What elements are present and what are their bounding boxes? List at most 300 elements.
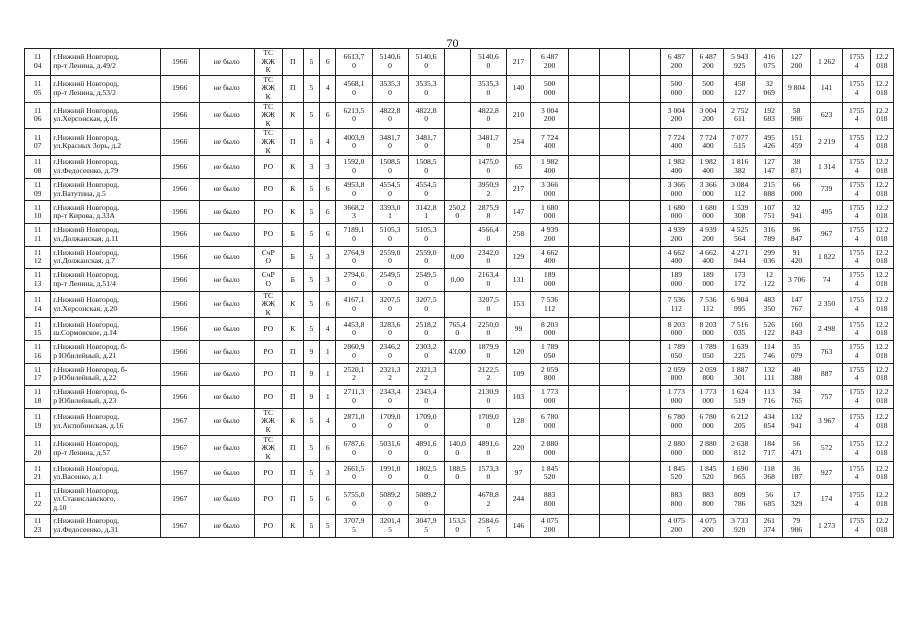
cost-breakdown-c7-cell: 113 716 — [756, 386, 783, 409]
total-area-cell: 7189,1 0 — [336, 223, 372, 246]
cost-breakdown-c10-cell: 1755 4 — [843, 291, 870, 318]
cost-breakdown-c11-cell: 12.2 018 — [870, 223, 893, 246]
cost-breakdown-c7-cell: 192 683 — [756, 102, 783, 129]
cost-breakdown-c7-cell: 132 111 — [756, 363, 783, 386]
other-area-cell: 3950,9 2 — [470, 178, 506, 201]
private-area-cell: 3481,7 0 — [408, 129, 444, 156]
address-cell: г.Нижний Новгород, ш.Сормовское, д.14 — [51, 318, 160, 341]
cost-breakdown-c6-cell: 2 752 611 — [724, 102, 756, 129]
last-repair-cell: не было — [199, 75, 254, 102]
cost-breakdown-c11-cell: 12.2 018 — [870, 49, 893, 76]
other-area-cell: 2122,5 2 — [470, 363, 506, 386]
entrances-cell: 6 — [320, 102, 336, 129]
cost-breakdown-c8-cell: 147 767 — [783, 291, 810, 318]
residents-cell: 146 — [506, 515, 530, 538]
residential-area-cell: 2343,4 0 — [372, 386, 408, 409]
cost-breakdown-c9-cell: 141 — [810, 75, 843, 102]
last-repair-cell: не было — [199, 462, 254, 485]
residents-cell: 131 — [506, 269, 530, 292]
row-number: 11 19 — [25, 408, 51, 435]
year-cell: 1966 — [160, 223, 199, 246]
cost-breakdown-c5-cell: 7 536 112 — [692, 291, 724, 318]
entrances-cell: 1 — [320, 386, 336, 409]
residents-cell: 220 — [506, 435, 530, 462]
repair-cost-cell: 6 780 000 — [530, 408, 568, 435]
cost-breakdown-c4-cell: 2 059 800 — [661, 363, 693, 386]
wall-material-cell: СчР О — [254, 246, 282, 269]
private-area-cell: 2321,3 2 — [408, 363, 444, 386]
floors-cell: 5 — [303, 178, 319, 201]
cost-breakdown-c10-cell: 1755 4 — [843, 102, 870, 129]
repair-cost-cell: 883 800 — [530, 485, 568, 515]
cost-breakdown-c10-cell: 1755 4 — [843, 386, 870, 409]
cost-breakdown-c8-cell: 35 079 — [783, 341, 810, 364]
table-row — [25, 386, 894, 409]
residential-area-cell: 2321,3 2 — [372, 363, 408, 386]
entrances-cell: 6 — [320, 291, 336, 318]
repair-cost-cell: 1 982 400 — [530, 156, 568, 179]
row-number: 11 16 — [25, 341, 51, 364]
wall-material-cell: ТС ЖЖ К — [254, 129, 282, 156]
cost-breakdown-c1-cell — [569, 341, 600, 364]
residential-area-cell: 5031,6 0 — [372, 435, 408, 462]
cost-breakdown-c9-cell: 3 967 — [810, 408, 843, 435]
cost-breakdown-c6-cell: 173 172 — [724, 269, 756, 292]
total-area-cell: 4453,8 0 — [336, 318, 372, 341]
other-area-cell: 2342,0 0 — [470, 246, 506, 269]
floors-cell: 5 — [303, 75, 319, 102]
cost-breakdown-c6-cell: 2 638 812 — [724, 435, 756, 462]
cost-breakdown-c8-cell: 91 420 — [783, 246, 810, 269]
other-area-cell: 2130,9 0 — [470, 386, 506, 409]
cost-breakdown-c9-cell: 623 — [810, 102, 843, 129]
cost-breakdown-c6-cell: 1 539 308 — [724, 201, 756, 224]
cost-breakdown-c2-cell — [599, 318, 630, 341]
cost-breakdown-c7-cell: 526 122 — [756, 318, 783, 341]
cost-breakdown-c2-cell — [599, 246, 630, 269]
cost-breakdown-c9-cell: 74 — [810, 269, 843, 292]
cost-breakdown-c2-cell — [599, 201, 630, 224]
municipal-area-cell — [444, 485, 470, 515]
cost-breakdown-c2-cell — [599, 341, 630, 364]
residents-cell: 147 — [506, 201, 530, 224]
other-area-cell: 2584,6 5 — [470, 515, 506, 538]
cost-breakdown-c5-cell: 7 724 400 — [692, 129, 724, 156]
wall-material-cell: ТС ЖЖ К — [254, 49, 282, 76]
cost-breakdown-c11-cell: 12.2 018 — [870, 246, 893, 269]
year-cell: 1967 — [160, 485, 199, 515]
municipal-area-cell — [444, 408, 470, 435]
cost-breakdown-c11-cell: 12.2 018 — [870, 318, 893, 341]
last-repair-cell: не было — [199, 178, 254, 201]
repair-cost-cell: 2 880 000 — [530, 435, 568, 462]
private-area-cell: 5140,6 0 — [408, 49, 444, 76]
cost-breakdown-c6-cell: 809 786 — [724, 485, 756, 515]
cost-breakdown-c5-cell: 1 773 000 — [692, 386, 724, 409]
cost-breakdown-c4-cell: 6 780 000 — [661, 408, 693, 435]
cost-breakdown-c5-cell: 1 845 520 — [692, 462, 724, 485]
residential-area-cell: 2346,2 0 — [372, 341, 408, 364]
private-area-cell: 5089,2 0 — [408, 485, 444, 515]
total-area-cell: 2794,6 0 — [336, 269, 372, 292]
cost-breakdown-c2-cell — [599, 363, 630, 386]
cost-breakdown-c11-cell: 12.2 018 — [870, 102, 893, 129]
cost-breakdown-c3-cell — [630, 201, 661, 224]
cost-breakdown-c7-cell: 127 147 — [756, 156, 783, 179]
last-repair-cell: не было — [199, 363, 254, 386]
residents-cell: 153 — [506, 291, 530, 318]
table-row — [25, 129, 894, 156]
residential-area-cell: 3393,0 1 — [372, 201, 408, 224]
address-cell: г.Нижний Новгород, ул.Должанская, д.7 — [51, 246, 160, 269]
residential-area-cell: 3481,7 0 — [372, 129, 408, 156]
row-number: 11 17 — [25, 363, 51, 386]
wall-material-cell: ТС ЖЖ К — [254, 75, 282, 102]
total-area-cell: 2711,3 0 — [336, 386, 372, 409]
cost-breakdown-c11-cell: 12.2 018 — [870, 408, 893, 435]
total-area-cell: 6787,6 0 — [336, 435, 372, 462]
cost-breakdown-c11-cell: 12.2 018 — [870, 341, 893, 364]
cost-breakdown-c8-cell: 34 765 — [783, 386, 810, 409]
cost-breakdown-c1-cell — [569, 246, 600, 269]
address-cell: г.Нижний Новгород, пр-т Ленина, д.57 — [51, 435, 160, 462]
cost-breakdown-c1-cell — [569, 408, 600, 435]
residents-cell: 210 — [506, 102, 530, 129]
private-area-cell: 4891,6 0 — [408, 435, 444, 462]
row-number: 11 12 — [25, 246, 51, 269]
private-area-cell: 4554,5 0 — [408, 178, 444, 201]
other-area-cell: 2875,9 8 — [470, 201, 506, 224]
cost-breakdown-c9-cell: 572 — [810, 435, 843, 462]
roof-type-cell: П — [282, 462, 303, 485]
last-repair-cell: не было — [199, 201, 254, 224]
municipal-area-cell: 765,4 0 — [444, 318, 470, 341]
cost-breakdown-c6-cell: 1 816 382 — [724, 156, 756, 179]
entrances-cell: 4 — [320, 75, 336, 102]
cost-breakdown-c11-cell: 12.2 018 — [870, 386, 893, 409]
last-repair-cell: не было — [199, 223, 254, 246]
residential-area-cell: 1508,5 0 — [372, 156, 408, 179]
residential-area-cell: 4554,5 0 — [372, 178, 408, 201]
cost-breakdown-c5-cell: 500 000 — [692, 75, 724, 102]
cost-breakdown-c11-cell: 12.2 018 — [870, 201, 893, 224]
cost-breakdown-c4-cell: 8 203 000 — [661, 318, 693, 341]
cost-breakdown-c6-cell: 5 943 925 — [724, 49, 756, 76]
cost-breakdown-c3-cell — [630, 485, 661, 515]
roof-type-cell: Б — [282, 269, 303, 292]
cost-breakdown-c7-cell: 32 069 — [756, 75, 783, 102]
repair-cost-cell: 4 075 200 — [530, 515, 568, 538]
cost-breakdown-c6-cell: 4 525 564 — [724, 223, 756, 246]
cost-breakdown-c4-cell: 3 004 200 — [661, 102, 693, 129]
cost-breakdown-c2-cell — [599, 156, 630, 179]
roof-type-cell: П — [282, 129, 303, 156]
cost-breakdown-c4-cell: 7 724 400 — [661, 129, 693, 156]
cost-breakdown-c1-cell — [569, 223, 600, 246]
cost-breakdown-c11-cell: 12.2 018 — [870, 515, 893, 538]
private-area-cell: 1709,0 0 — [408, 408, 444, 435]
year-cell: 1966 — [160, 49, 199, 76]
cost-breakdown-c6-cell: 1 690 965 — [724, 462, 756, 485]
cost-breakdown-c5-cell: 1 982 400 — [692, 156, 724, 179]
row-number: 11 14 — [25, 291, 51, 318]
last-repair-cell: не было — [199, 485, 254, 515]
row-number: 11 11 — [25, 223, 51, 246]
entrances-cell: 4 — [320, 318, 336, 341]
cost-breakdown-c3-cell — [630, 318, 661, 341]
cost-breakdown-c10-cell: 1755 4 — [843, 49, 870, 76]
cost-breakdown-c8-cell: 32 941 — [783, 201, 810, 224]
address-cell: г.Нижний Новгород, ул.Актюбинская, д.16 — [51, 408, 160, 435]
last-repair-cell: не было — [199, 246, 254, 269]
cost-breakdown-c8-cell: 66 000 — [783, 178, 810, 201]
other-area-cell: 1879,9 0 — [470, 341, 506, 364]
floors-cell: 9 — [303, 386, 319, 409]
cost-breakdown-c3-cell — [630, 129, 661, 156]
cost-breakdown-c2-cell — [599, 223, 630, 246]
cost-breakdown-c8-cell: 132 941 — [783, 408, 810, 435]
cost-breakdown-c10-cell: 1755 4 — [843, 75, 870, 102]
address-cell: г.Нижний Новгород, пр-т Ленина, д.51/4 — [51, 269, 160, 292]
cost-breakdown-c7-cell: 215 888 — [756, 178, 783, 201]
residents-cell: 120 — [506, 341, 530, 364]
year-cell: 1966 — [160, 291, 199, 318]
roof-type-cell: П — [282, 386, 303, 409]
total-area-cell: 4568,1 0 — [336, 75, 372, 102]
private-area-cell: 5105,3 0 — [408, 223, 444, 246]
entrances-cell: 3 — [320, 156, 336, 179]
cost-breakdown-c2-cell — [599, 386, 630, 409]
cost-breakdown-c1-cell — [569, 49, 600, 76]
total-area-cell: 2661,5 0 — [336, 462, 372, 485]
table-row — [25, 49, 894, 76]
cost-breakdown-c8-cell: 96 847 — [783, 223, 810, 246]
repair-cost-cell: 6 487 200 — [530, 49, 568, 76]
private-area-cell: 1802,5 0 — [408, 462, 444, 485]
cost-breakdown-c7-cell: 261 374 — [756, 515, 783, 538]
cost-breakdown-c3-cell — [630, 246, 661, 269]
cost-breakdown-c8-cell: 17 329 — [783, 485, 810, 515]
total-area-cell: 3668,2 3 — [336, 201, 372, 224]
cost-breakdown-c1-cell — [569, 386, 600, 409]
year-cell: 1966 — [160, 341, 199, 364]
cost-breakdown-c6-cell: 3 084 112 — [724, 178, 756, 201]
municipal-area-cell: 188,5 0 — [444, 462, 470, 485]
wall-material-cell: СчР О — [254, 269, 282, 292]
residents-cell: 129 — [506, 246, 530, 269]
other-area-cell: 1475,0 0 — [470, 156, 506, 179]
cost-breakdown-c6-cell: 4 271 944 — [724, 246, 756, 269]
cost-breakdown-c5-cell: 4 075 200 — [692, 515, 724, 538]
total-area-cell: 6213,5 0 — [336, 102, 372, 129]
cost-breakdown-c9-cell: 2 350 — [810, 291, 843, 318]
cost-breakdown-c10-cell: 1755 4 — [843, 435, 870, 462]
residents-cell: 244 — [506, 485, 530, 515]
municipal-area-cell — [444, 178, 470, 201]
repair-cost-cell: 7 724 400 — [530, 129, 568, 156]
residents-cell: 128 — [506, 408, 530, 435]
other-area-cell: 4566,4 0 — [470, 223, 506, 246]
year-cell: 1966 — [160, 178, 199, 201]
year-cell: 1966 — [160, 102, 199, 129]
private-area-cell: 3535,3 0 — [408, 75, 444, 102]
residential-area-cell: 5140,6 0 — [372, 49, 408, 76]
year-cell: 1966 — [160, 386, 199, 409]
page-number: 70 — [446, 36, 459, 50]
table-row — [25, 201, 894, 224]
cost-breakdown-c10-cell: 1755 4 — [843, 156, 870, 179]
cost-breakdown-c11-cell: 12.2 018 — [870, 363, 893, 386]
wall-material-cell: РО — [254, 156, 282, 179]
cost-breakdown-c3-cell — [630, 386, 661, 409]
table-row — [25, 318, 894, 341]
total-area-cell: 3707,9 5 — [336, 515, 372, 538]
table-row — [25, 408, 894, 435]
wall-material-cell: ТС ЖЖ К — [254, 435, 282, 462]
repair-cost-cell: 1 773 000 — [530, 386, 568, 409]
cost-breakdown-c4-cell: 4 075 200 — [661, 515, 693, 538]
roof-type-cell: К — [282, 156, 303, 179]
municipal-area-cell: 153,5 0 — [444, 515, 470, 538]
year-cell: 1966 — [160, 75, 199, 102]
table-row — [25, 462, 894, 485]
floors-cell: 5 — [303, 435, 319, 462]
address-cell: г.Нижний Новгород, б- р Юбилейный, д.23 — [51, 386, 160, 409]
cost-breakdown-c7-cell: 12 122 — [756, 269, 783, 292]
table-row — [25, 291, 894, 318]
floors-cell: 5 — [303, 49, 319, 76]
row-number: 11 05 — [25, 75, 51, 102]
last-repair-cell: не было — [199, 269, 254, 292]
total-area-cell: 2520,1 2 — [336, 363, 372, 386]
cost-breakdown-c9-cell: 2 498 — [810, 318, 843, 341]
roof-type-cell: П — [282, 75, 303, 102]
cost-breakdown-c4-cell: 6 487 200 — [661, 49, 693, 76]
entrances-cell: 3 — [320, 462, 336, 485]
total-area-cell: 2860,9 0 — [336, 341, 372, 364]
cost-breakdown-c2-cell — [599, 49, 630, 76]
repair-cost-cell: 189 000 — [530, 269, 568, 292]
floors-cell: 5 — [303, 223, 319, 246]
cost-breakdown-c10-cell: 1755 4 — [843, 515, 870, 538]
last-repair-cell: не было — [199, 156, 254, 179]
cost-breakdown-c3-cell — [630, 462, 661, 485]
address-cell: г.Нижний Новгород, ул.Станиславского, д.10 — [51, 485, 160, 515]
cost-breakdown-c6-cell: 7 516 035 — [724, 318, 756, 341]
cost-breakdown-c4-cell: 883 800 — [661, 485, 693, 515]
total-area-cell: 1592,0 0 — [336, 156, 372, 179]
cost-breakdown-c11-cell: 12.2 018 — [870, 435, 893, 462]
table-row — [25, 363, 894, 386]
cost-breakdown-c9-cell: 495 — [810, 201, 843, 224]
cost-breakdown-c8-cell: 3 706 — [783, 269, 810, 292]
cost-breakdown-c3-cell — [630, 178, 661, 201]
cost-breakdown-c5-cell: 6 780 000 — [692, 408, 724, 435]
year-cell: 1966 — [160, 269, 199, 292]
municipal-area-cell — [444, 129, 470, 156]
entrances-cell: 3 — [320, 246, 336, 269]
municipal-area-cell — [444, 75, 470, 102]
floors-cell: 3 — [303, 156, 319, 179]
entrances-cell: 6 — [320, 49, 336, 76]
roof-type-cell: К — [282, 408, 303, 435]
table-row — [25, 75, 894, 102]
cost-breakdown-c4-cell: 500 000 — [661, 75, 693, 102]
private-area-cell: 2303,2 0 — [408, 341, 444, 364]
row-number: 11 13 — [25, 269, 51, 292]
cost-breakdown-c4-cell: 1 789 050 — [661, 341, 693, 364]
municipal-area-cell: 0,00 — [444, 246, 470, 269]
entrances-cell: 1 — [320, 341, 336, 364]
cost-breakdown-c10-cell: 1755 4 — [843, 129, 870, 156]
cost-breakdown-c3-cell — [630, 408, 661, 435]
cost-breakdown-c5-cell: 2 880 000 — [692, 435, 724, 462]
residents-cell: 258 — [506, 223, 530, 246]
floors-cell: 5 — [303, 318, 319, 341]
entrances-cell: 6 — [320, 485, 336, 515]
roof-type-cell: П — [282, 485, 303, 515]
cost-breakdown-c7-cell: 184 717 — [756, 435, 783, 462]
floors-cell: 5 — [303, 102, 319, 129]
table-row — [25, 269, 894, 292]
cost-breakdown-c2-cell — [599, 129, 630, 156]
residential-area-cell: 2549,5 0 — [372, 269, 408, 292]
wall-material-cell: РО — [254, 341, 282, 364]
address-cell: г.Нижний Новгород, ул.Херсонская, д.20 — [51, 291, 160, 318]
cost-breakdown-c7-cell: 118 368 — [756, 462, 783, 485]
cost-breakdown-c9-cell: 1 262 — [810, 49, 843, 76]
residential-area-cell: 3207,5 0 — [372, 291, 408, 318]
cost-breakdown-c1-cell — [569, 291, 600, 318]
cost-breakdown-c7-cell: 495 426 — [756, 129, 783, 156]
address-cell: г.Нижний Новгород, пр-т Ленина, д.49/2 — [51, 49, 160, 76]
row-number: 11 07 — [25, 129, 51, 156]
other-area-cell: 3207,5 0 — [470, 291, 506, 318]
other-area-cell: 4891,6 0 — [470, 435, 506, 462]
address-cell: г.Нижний Новгород, б- р Юбилейный, д.21 — [51, 341, 160, 364]
cost-breakdown-c1-cell — [569, 75, 600, 102]
cost-breakdown-c2-cell — [599, 515, 630, 538]
residents-cell: 217 — [506, 49, 530, 76]
cost-breakdown-c3-cell — [630, 156, 661, 179]
address-cell: г.Нижний Новгород, б- р Юбилейный, д.22 — [51, 363, 160, 386]
cost-breakdown-c10-cell: 1755 4 — [843, 318, 870, 341]
wall-material-cell: ТС ЖЖ К — [254, 408, 282, 435]
cost-breakdown-c8-cell: 56 471 — [783, 435, 810, 462]
cost-breakdown-c5-cell: 189 000 — [692, 269, 724, 292]
entrances-cell: 3 — [320, 269, 336, 292]
cost-breakdown-c9-cell: 967 — [810, 223, 843, 246]
last-repair-cell: не было — [199, 291, 254, 318]
private-area-cell: 4822,8 0 — [408, 102, 444, 129]
cost-breakdown-c9-cell: 757 — [810, 386, 843, 409]
wall-material-cell: РО — [254, 201, 282, 224]
floors-cell: 5 — [303, 515, 319, 538]
entrances-cell: 6 — [320, 201, 336, 224]
address-cell: г.Нижний Новгород, пр-т Ленина, д.53/2 — [51, 75, 160, 102]
floors-cell: 5 — [303, 462, 319, 485]
entrances-cell: 6 — [320, 223, 336, 246]
wall-material-cell: РО — [254, 515, 282, 538]
year-cell: 1966 — [160, 246, 199, 269]
table-row — [25, 156, 894, 179]
row-number: 11 18 — [25, 386, 51, 409]
last-repair-cell: не было — [199, 386, 254, 409]
private-area-cell: 1508,5 0 — [408, 156, 444, 179]
last-repair-cell: не было — [199, 341, 254, 364]
cost-breakdown-c4-cell: 1 845 520 — [661, 462, 693, 485]
last-repair-cell: не было — [199, 318, 254, 341]
